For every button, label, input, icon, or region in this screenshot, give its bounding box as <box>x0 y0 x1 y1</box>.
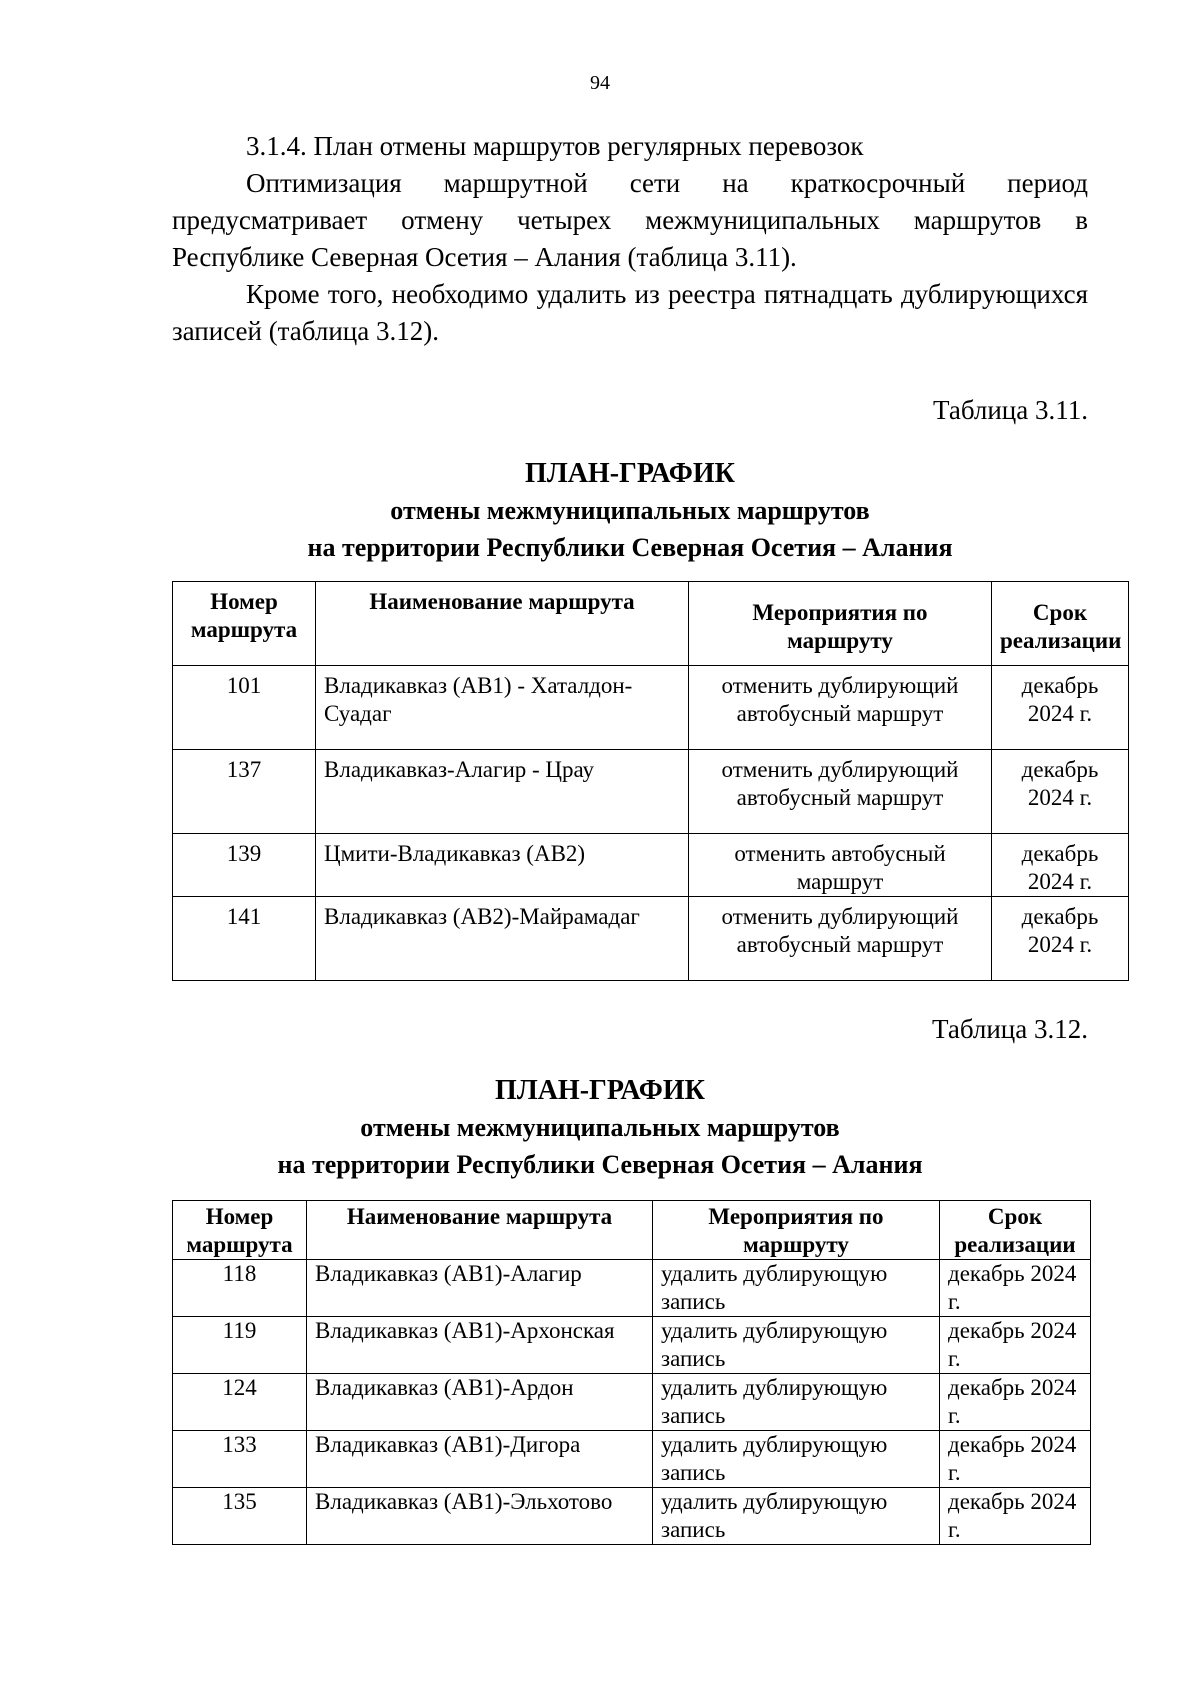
table-title-main: ПЛАН-ГРАФИК <box>525 458 735 489</box>
section-heading: 3.1.4. План отмены маршрутов регулярных перевозок <box>246 131 864 161</box>
table-row <box>173 1317 1091 1374</box>
route-action: удалить дублирующую запись <box>653 1374 940 1431</box>
route-number: 101 <box>173 666 316 750</box>
table-caption-3-12: Таблица 3.12. <box>932 1014 1088 1044</box>
header-route-action: Мероприятия по маршруту <box>689 582 992 666</box>
route-action: удалить дублирующую запись <box>653 1260 940 1317</box>
page-number: 94 <box>590 72 610 94</box>
table-caption-3-11: Таблица 3.11. <box>933 395 1088 425</box>
header-route-term: Срок реализации <box>992 582 1129 666</box>
route-term: декабрь 2024 г. <box>992 834 1129 897</box>
table-title-subtitle-1: отмены межмуниципальных маршрутов <box>360 1113 840 1142</box>
header-route-number: Номер маршрута <box>173 582 316 666</box>
route-name: Владикавказ (АВ1)-Дигора <box>307 1431 653 1488</box>
route-number: 118 <box>173 1260 307 1317</box>
route-number: 141 <box>173 897 316 981</box>
route-term: декабрь 2024 г. <box>992 897 1129 981</box>
route-name: Владикавказ (АВ1)-Алагир <box>307 1260 653 1317</box>
route-action: отменить дублирующий автобусный маршрут <box>689 897 992 981</box>
table-title-main: ПЛАН-ГРАФИК <box>495 1075 705 1106</box>
route-term: декабрь 2024 г. <box>992 750 1129 834</box>
route-number: 137 <box>173 750 316 834</box>
route-number: 139 <box>173 834 316 897</box>
paragraph-duplicates: Кроме того, необходимо удалить из реестра пятнадцать дублирующихся записей (таблица 3.12). <box>172 279 1088 346</box>
route-action: отменить дублирующий автобусный маршрут <box>689 666 992 750</box>
route-name: Владикавказ (АВ1)-Ардон <box>307 1374 653 1431</box>
route-name: Владикавказ-Алагир - Црау <box>316 750 689 834</box>
route-action: отменить автобусный маршрут <box>689 834 992 897</box>
table-header-row <box>173 1201 1091 1260</box>
route-number: 124 <box>173 1374 307 1431</box>
table-title-3-11 <box>30 455 1200 566</box>
table-header-row <box>173 582 1129 666</box>
route-term: декабрь 2024 г. <box>940 1260 1091 1317</box>
route-term: декабрь 2024 г. <box>940 1317 1091 1374</box>
table-row <box>173 750 1129 834</box>
table-row <box>173 1374 1091 1431</box>
table-row <box>173 1431 1091 1488</box>
table-title-subtitle-1: отмены межмуниципальных маршрутов <box>390 496 870 525</box>
table-title-subtitle-2: на территории Республики Северная Осетия – Алания <box>277 1150 923 1179</box>
route-term: декабрь 2024 г. <box>940 1488 1091 1545</box>
route-number: 133 <box>173 1431 307 1488</box>
route-number: 119 <box>173 1317 307 1374</box>
route-name: Владикавказ (АВ1)-Эльхотово <box>307 1488 653 1545</box>
route-term: декабрь 2024 г. <box>940 1374 1091 1431</box>
table-row <box>173 1488 1091 1545</box>
paragraph-optimization: Оптимизация маршрутной сети на краткосрочный период предусматривает отмену четырех межмуниципальных маршрутов в Республике Северная Осетия – Алания (таблица 3.11). <box>172 168 1088 272</box>
route-action: отменить дублирующий автобусный маршрут <box>689 750 992 834</box>
header-route-name: Наименование маршрута <box>316 582 689 666</box>
routes-cancellation-table <box>172 581 1129 981</box>
header-route-term: Срок реализации <box>940 1201 1091 1260</box>
duplicate-records-table <box>172 1200 1091 1545</box>
route-term: декабрь 2024 г. <box>992 666 1129 750</box>
route-action: удалить дублирующую запись <box>653 1488 940 1545</box>
route-number: 135 <box>173 1488 307 1545</box>
route-name: Владикавказ (АВ1)-Архонская <box>307 1317 653 1374</box>
table-title-subtitle-2: на территории Республики Северная Осетия – Алания <box>307 533 953 562</box>
route-action: удалить дублирующую запись <box>653 1317 940 1374</box>
header-route-action: Мероприятия по маршруту <box>653 1201 940 1260</box>
table-title-3-12 <box>0 1072 1200 1183</box>
table-row <box>173 897 1129 981</box>
header-route-name: Наименование маршрута <box>307 1201 653 1260</box>
header-route-number: Номер маршрута <box>173 1201 307 1260</box>
route-term: декабрь 2024 г. <box>940 1431 1091 1488</box>
route-name: Владикавказ (АВ2)-Майрамадаг <box>316 897 689 981</box>
route-action: удалить дублирующую запись <box>653 1431 940 1488</box>
table-row <box>173 666 1129 750</box>
route-name: Цмити-Владикавказ (АВ2) <box>316 834 689 897</box>
route-name: Владикавказ (АВ1) - Хаталдон-Суадаг <box>316 666 689 750</box>
table-row <box>173 1260 1091 1317</box>
table-row <box>173 834 1129 897</box>
